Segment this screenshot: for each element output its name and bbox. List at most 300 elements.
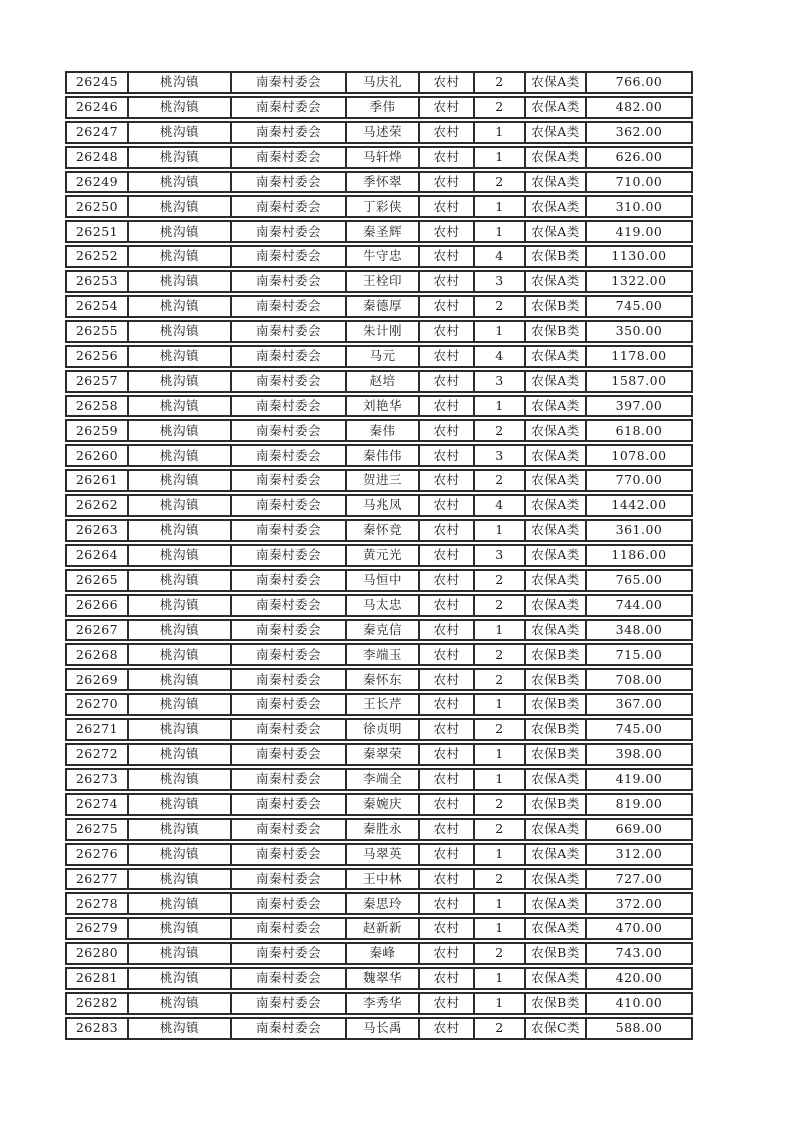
insurance-category-cell: 农保A类 [526,446,587,465]
amount-cell: 350.00 [615,323,663,339]
table-row [65,992,693,1015]
village-committee-cell: 南秦村委会 [232,347,347,366]
village-committee-cell: 南秦村委会 [232,695,347,714]
village-committee-cell: 南秦村委会 [232,397,347,416]
insurance-category-cell: 农保A类 [526,969,587,988]
amount-cell: 766.00 [615,74,663,90]
person-name-cell: 秦克信 [347,621,420,640]
amount-cell: 745.00 [615,298,663,314]
person-name-cell: 李端全 [347,770,420,789]
table-row [65,768,693,791]
person-count-cell: 2 [475,1019,526,1038]
serial-number-cell: 26247 [67,123,129,142]
person-name-cell: 王长芹 [347,695,420,714]
residence-type-cell: 农村 [420,795,475,814]
village-committee-cell: 南秦村委会 [232,645,347,664]
person-count-cell: 2 [475,421,526,440]
amount-cell: 745.00 [615,721,663,737]
town-cell: 桃沟镇 [129,421,232,440]
person-name-cell: 王栓印 [347,272,420,291]
table-row [65,917,693,940]
residence-type-cell: 农村 [420,173,475,192]
table-row [65,843,693,866]
town-cell: 桃沟镇 [129,596,232,615]
person-name-cell: 丁彩侠 [347,197,420,216]
person-name-cell: 秦圣辉 [347,222,420,241]
person-count-cell: 2 [475,820,526,839]
person-name-cell: 秦翠荣 [347,745,420,764]
residence-type-cell: 农村 [420,297,475,316]
serial-number-cell: 26276 [67,845,129,864]
village-committee-cell: 南秦村委会 [232,770,347,789]
table-row [65,320,693,343]
village-committee-cell: 南秦村委会 [232,546,347,565]
table-row [65,693,693,716]
fee-table [65,71,693,1042]
amount-cell: 367.00 [615,696,663,712]
insurance-category-cell: 农保A类 [526,397,587,416]
table-row [65,544,693,567]
table-row [65,619,693,642]
town-cell: 桃沟镇 [129,845,232,864]
insurance-category-cell: 农保B类 [526,795,587,814]
amount-cell: 1178.00 [611,347,667,363]
person-count-cell: 1 [475,397,526,416]
amount-cell: 419.00 [615,771,663,787]
serial-number-cell: 26260 [67,446,129,465]
person-name-cell: 马恒中 [347,571,420,590]
amount-cell: 397.00 [615,397,663,413]
person-count-cell: 4 [475,347,526,366]
table-row [65,171,693,194]
insurance-category-cell: 农保A类 [526,372,587,391]
person-count-cell: 2 [475,870,526,889]
village-committee-cell: 南秦村委会 [232,670,347,689]
amount-cell: 715.00 [615,646,663,662]
amount-cell: 708.00 [615,671,663,687]
person-count-cell: 2 [475,944,526,963]
person-count-cell: 1 [475,521,526,540]
village-committee-cell: 南秦村委会 [232,247,347,266]
village-committee-cell: 南秦村委会 [232,720,347,739]
town-cell: 桃沟镇 [129,720,232,739]
amount-cell: 743.00 [615,945,663,961]
serial-number-cell: 26272 [67,745,129,764]
residence-type-cell: 农村 [420,621,475,640]
amount-cell: 1078.00 [611,447,667,463]
residence-type-cell: 农村 [420,446,475,465]
residence-type-cell: 农村 [420,720,475,739]
residence-type-cell: 农村 [420,770,475,789]
person-name-cell: 刘艳华 [347,397,420,416]
person-name-cell: 徐贞明 [347,720,420,739]
table-row [65,146,693,169]
residence-type-cell: 农村 [420,372,475,391]
village-committee-cell: 南秦村委会 [232,969,347,988]
village-committee-cell: 南秦村委会 [232,123,347,142]
person-name-cell: 李端玉 [347,645,420,664]
village-committee-cell: 南秦村委会 [232,421,347,440]
village-committee-cell: 南秦村委会 [232,471,347,490]
village-committee-cell: 南秦村委会 [232,994,347,1013]
town-cell: 桃沟镇 [129,73,232,92]
amount-cell: 588.00 [615,1020,663,1036]
village-committee-cell: 南秦村委会 [232,596,347,615]
person-name-cell: 马翠英 [347,845,420,864]
serial-number-cell: 26273 [67,770,129,789]
person-count-cell: 2 [475,571,526,590]
amount-cell: 312.00 [615,845,663,861]
town-cell: 桃沟镇 [129,197,232,216]
person-count-cell: 1 [475,148,526,167]
insurance-category-cell: 农保A类 [526,496,587,515]
person-name-cell: 秦伟 [347,421,420,440]
town-cell: 桃沟镇 [129,919,232,938]
serial-number-cell: 26280 [67,944,129,963]
amount-cell: 669.00 [615,820,663,836]
town-cell: 桃沟镇 [129,247,232,266]
residence-type-cell: 农村 [420,645,475,664]
insurance-category-cell: 农保A类 [526,870,587,889]
person-count-cell: 2 [475,471,526,490]
serial-number-cell: 26282 [67,994,129,1013]
town-cell: 桃沟镇 [129,745,232,764]
person-count-cell: 4 [475,247,526,266]
insurance-category-cell: 农保B类 [526,695,587,714]
table-row [65,494,693,517]
table-row [65,395,693,418]
serial-number-cell: 26246 [67,98,129,117]
village-committee-cell: 南秦村委会 [232,272,347,291]
serial-number-cell: 26268 [67,645,129,664]
person-count-cell: 2 [475,645,526,664]
person-name-cell: 朱计刚 [347,322,420,341]
residence-type-cell: 农村 [420,98,475,117]
village-committee-cell: 南秦村委会 [232,870,347,889]
serial-number-cell: 26264 [67,546,129,565]
person-name-cell: 马长禹 [347,1019,420,1038]
serial-number-cell: 26277 [67,870,129,889]
table-row [65,569,693,592]
residence-type-cell: 农村 [420,695,475,714]
serial-number-cell: 26248 [67,148,129,167]
insurance-category-cell: 农保A类 [526,571,587,590]
serial-number-cell: 26275 [67,820,129,839]
person-name-cell: 马庆礼 [347,73,420,92]
residence-type-cell: 农村 [420,1019,475,1038]
person-count-cell: 2 [475,297,526,316]
village-committee-cell: 南秦村委会 [232,845,347,864]
amount-cell: 410.00 [615,995,663,1011]
residence-type-cell: 农村 [420,845,475,864]
insurance-category-cell: 农保A类 [526,222,587,241]
amount-cell: 710.00 [615,173,663,189]
person-name-cell: 秦思玲 [347,894,420,913]
person-count-cell: 1 [475,894,526,913]
town-cell: 桃沟镇 [129,944,232,963]
insurance-category-cell: 农保A类 [526,98,587,117]
table-row [65,643,693,666]
amount-cell: 1130.00 [611,248,667,264]
insurance-category-cell: 农保A类 [526,546,587,565]
amount-cell: 310.00 [615,198,663,214]
residence-type-cell: 农村 [420,969,475,988]
town-cell: 桃沟镇 [129,969,232,988]
amount-cell: 626.00 [615,148,663,164]
village-committee-cell: 南秦村委会 [232,297,347,316]
amount-cell: 765.00 [615,572,663,587]
amount-cell: 1322.00 [611,273,667,289]
residence-type-cell: 农村 [420,347,475,366]
town-cell: 桃沟镇 [129,1019,232,1038]
residence-type-cell: 农村 [420,670,475,689]
serial-number-cell: 26278 [67,894,129,913]
village-committee-cell: 南秦村委会 [232,820,347,839]
person-count-cell: 1 [475,770,526,789]
serial-number-cell: 26249 [67,173,129,192]
person-name-cell: 马轩烨 [347,148,420,167]
amount-cell: 470.00 [615,920,663,936]
person-name-cell: 王中林 [347,870,420,889]
residence-type-cell: 农村 [420,919,475,938]
serial-number-cell: 26271 [67,720,129,739]
insurance-category-cell: 农保B类 [526,994,587,1013]
insurance-category-cell: 农保B类 [526,670,587,689]
serial-number-cell: 26256 [67,347,129,366]
residence-type-cell: 农村 [420,944,475,963]
person-count-cell: 2 [475,98,526,117]
town-cell: 桃沟镇 [129,397,232,416]
person-name-cell: 马太忠 [347,596,420,615]
amount-cell: 372.00 [615,895,663,911]
town-cell: 桃沟镇 [129,222,232,241]
person-name-cell: 季怀翠 [347,173,420,192]
village-committee-cell: 南秦村委会 [232,521,347,540]
village-committee-cell: 南秦村委会 [232,919,347,938]
amount-cell: 1587.00 [611,372,667,388]
amount-cell: 420.00 [615,970,663,986]
town-cell: 桃沟镇 [129,770,232,789]
insurance-category-cell: 农保B类 [526,745,587,764]
insurance-category-cell: 农保B类 [526,247,587,266]
residence-type-cell: 农村 [420,322,475,341]
table-row [65,345,693,368]
person-name-cell: 赵新新 [347,919,420,938]
serial-number-cell: 26274 [67,795,129,814]
person-count-cell: 3 [475,546,526,565]
town-cell: 桃沟镇 [129,994,232,1013]
village-committee-cell: 南秦村委会 [232,571,347,590]
insurance-category-cell: 农保B类 [526,944,587,963]
amount-cell: 770.00 [615,472,663,488]
insurance-category-cell: 农保A类 [526,272,587,291]
village-committee-cell: 南秦村委会 [232,73,347,92]
table-row [65,519,693,542]
table-row [65,295,693,318]
village-committee-cell: 南秦村委会 [232,496,347,515]
person-name-cell: 赵培 [347,372,420,391]
insurance-category-cell: 农保A类 [526,73,587,92]
person-name-cell: 马元 [347,347,420,366]
village-committee-cell: 南秦村委会 [232,446,347,465]
town-cell: 桃沟镇 [129,546,232,565]
person-name-cell: 季伟 [347,98,420,117]
residence-type-cell: 农村 [420,596,475,615]
insurance-category-cell: 农保A类 [526,471,587,490]
serial-number-cell: 26265 [67,571,129,590]
person-count-cell: 2 [475,73,526,92]
residence-type-cell: 农村 [420,870,475,889]
serial-number-cell: 26269 [67,670,129,689]
serial-number-cell: 26255 [67,322,129,341]
serial-number-cell: 26266 [67,596,129,615]
serial-number-cell: 26245 [67,73,129,92]
insurance-category-cell: 农保A类 [526,770,587,789]
insurance-category-cell: 农保A类 [526,521,587,540]
table-row [65,1017,693,1040]
residence-type-cell: 农村 [420,73,475,92]
serial-number-cell: 26259 [67,421,129,440]
insurance-category-cell: 农保A类 [526,421,587,440]
person-count-cell: 1 [475,845,526,864]
town-cell: 桃沟镇 [129,621,232,640]
serial-number-cell: 26254 [67,297,129,316]
person-count-cell: 1 [475,322,526,341]
village-committee-cell: 南秦村委会 [232,745,347,764]
person-name-cell: 牛守忠 [347,247,420,266]
residence-type-cell: 农村 [420,994,475,1013]
table-row [65,96,693,119]
town-cell: 桃沟镇 [129,322,232,341]
table-row [65,793,693,816]
serial-number-cell: 26279 [67,919,129,938]
person-count-cell: 2 [475,670,526,689]
residence-type-cell: 农村 [420,247,475,266]
insurance-category-cell: 农保A类 [526,919,587,938]
residence-type-cell: 农村 [420,222,475,241]
village-committee-cell: 南秦村委会 [232,621,347,640]
amount-cell: 362.00 [615,123,663,139]
person-name-cell: 马兆凤 [347,496,420,515]
person-count-cell: 1 [475,621,526,640]
person-count-cell: 2 [475,173,526,192]
insurance-category-cell: 农保A类 [526,621,587,640]
table-row [65,818,693,841]
village-committee-cell: 南秦村委会 [232,98,347,117]
person-count-cell: 4 [475,496,526,515]
residence-type-cell: 农村 [420,272,475,291]
person-count-cell: 2 [475,596,526,615]
residence-type-cell: 农村 [420,546,475,565]
residence-type-cell: 农村 [420,123,475,142]
person-count-cell: 3 [475,372,526,391]
insurance-category-cell: 农保A类 [526,148,587,167]
town-cell: 桃沟镇 [129,496,232,515]
insurance-category-cell: 农保B类 [526,297,587,316]
table-row [65,270,693,293]
insurance-category-cell: 农保A类 [526,820,587,839]
residence-type-cell: 农村 [420,521,475,540]
person-count-cell: 3 [475,446,526,465]
town-cell: 桃沟镇 [129,471,232,490]
town-cell: 桃沟镇 [129,372,232,391]
town-cell: 桃沟镇 [129,795,232,814]
residence-type-cell: 农村 [420,745,475,764]
person-name-cell: 秦胜永 [347,820,420,839]
amount-cell: 1186.00 [611,547,667,563]
person-name-cell: 魏翠华 [347,969,420,988]
table-row [65,469,693,492]
serial-number-cell: 26263 [67,521,129,540]
table-row [65,594,693,617]
residence-type-cell: 农村 [420,571,475,590]
person-count-cell: 1 [475,123,526,142]
table-row [65,668,693,691]
table-row [65,942,693,965]
table-row [65,444,693,467]
town-cell: 桃沟镇 [129,272,232,291]
residence-type-cell: 农村 [420,471,475,490]
insurance-category-cell: 农保A类 [526,173,587,192]
town-cell: 桃沟镇 [129,148,232,167]
village-committee-cell: 南秦村委会 [232,372,347,391]
residence-type-cell: 农村 [420,894,475,913]
serial-number-cell: 26267 [67,621,129,640]
serial-number-cell: 26262 [67,496,129,515]
town-cell: 桃沟镇 [129,446,232,465]
person-name-cell: 李秀华 [347,994,420,1013]
village-committee-cell: 南秦村委会 [232,894,347,913]
town-cell: 桃沟镇 [129,123,232,142]
insurance-category-cell: 农保C类 [526,1019,587,1038]
amount-cell: 744.00 [615,596,663,612]
serial-number-cell: 26261 [67,471,129,490]
serial-number-cell: 26252 [67,247,129,266]
village-committee-cell: 南秦村委会 [232,148,347,167]
residence-type-cell: 农村 [420,820,475,839]
insurance-category-cell: 农保A类 [526,197,587,216]
serial-number-cell: 26250 [67,197,129,216]
table-row [65,71,693,94]
village-committee-cell: 南秦村委会 [232,222,347,241]
town-cell: 桃沟镇 [129,571,232,590]
person-name-cell: 黄元光 [347,546,420,565]
village-committee-cell: 南秦村委会 [232,1019,347,1038]
person-count-cell: 1 [475,919,526,938]
town-cell: 桃沟镇 [129,98,232,117]
insurance-category-cell: 农保B类 [526,645,587,664]
town-cell: 桃沟镇 [129,820,232,839]
insurance-category-cell: 农保A类 [526,845,587,864]
person-count-cell: 1 [475,197,526,216]
insurance-category-cell: 农保A类 [526,123,587,142]
table-row [65,195,693,218]
serial-number-cell: 26257 [67,372,129,391]
person-name-cell: 秦怀竞 [347,521,420,540]
town-cell: 桃沟镇 [129,173,232,192]
person-count-cell: 2 [475,795,526,814]
residence-type-cell: 农村 [420,496,475,515]
town-cell: 桃沟镇 [129,297,232,316]
person-count-cell: 1 [475,222,526,241]
amount-cell: 1442.00 [611,497,667,513]
table-row [65,245,693,268]
town-cell: 桃沟镇 [129,645,232,664]
serial-number-cell: 26258 [67,397,129,416]
serial-number-cell: 26281 [67,969,129,988]
person-name-cell: 秦峰 [347,944,420,963]
town-cell: 桃沟镇 [129,894,232,913]
